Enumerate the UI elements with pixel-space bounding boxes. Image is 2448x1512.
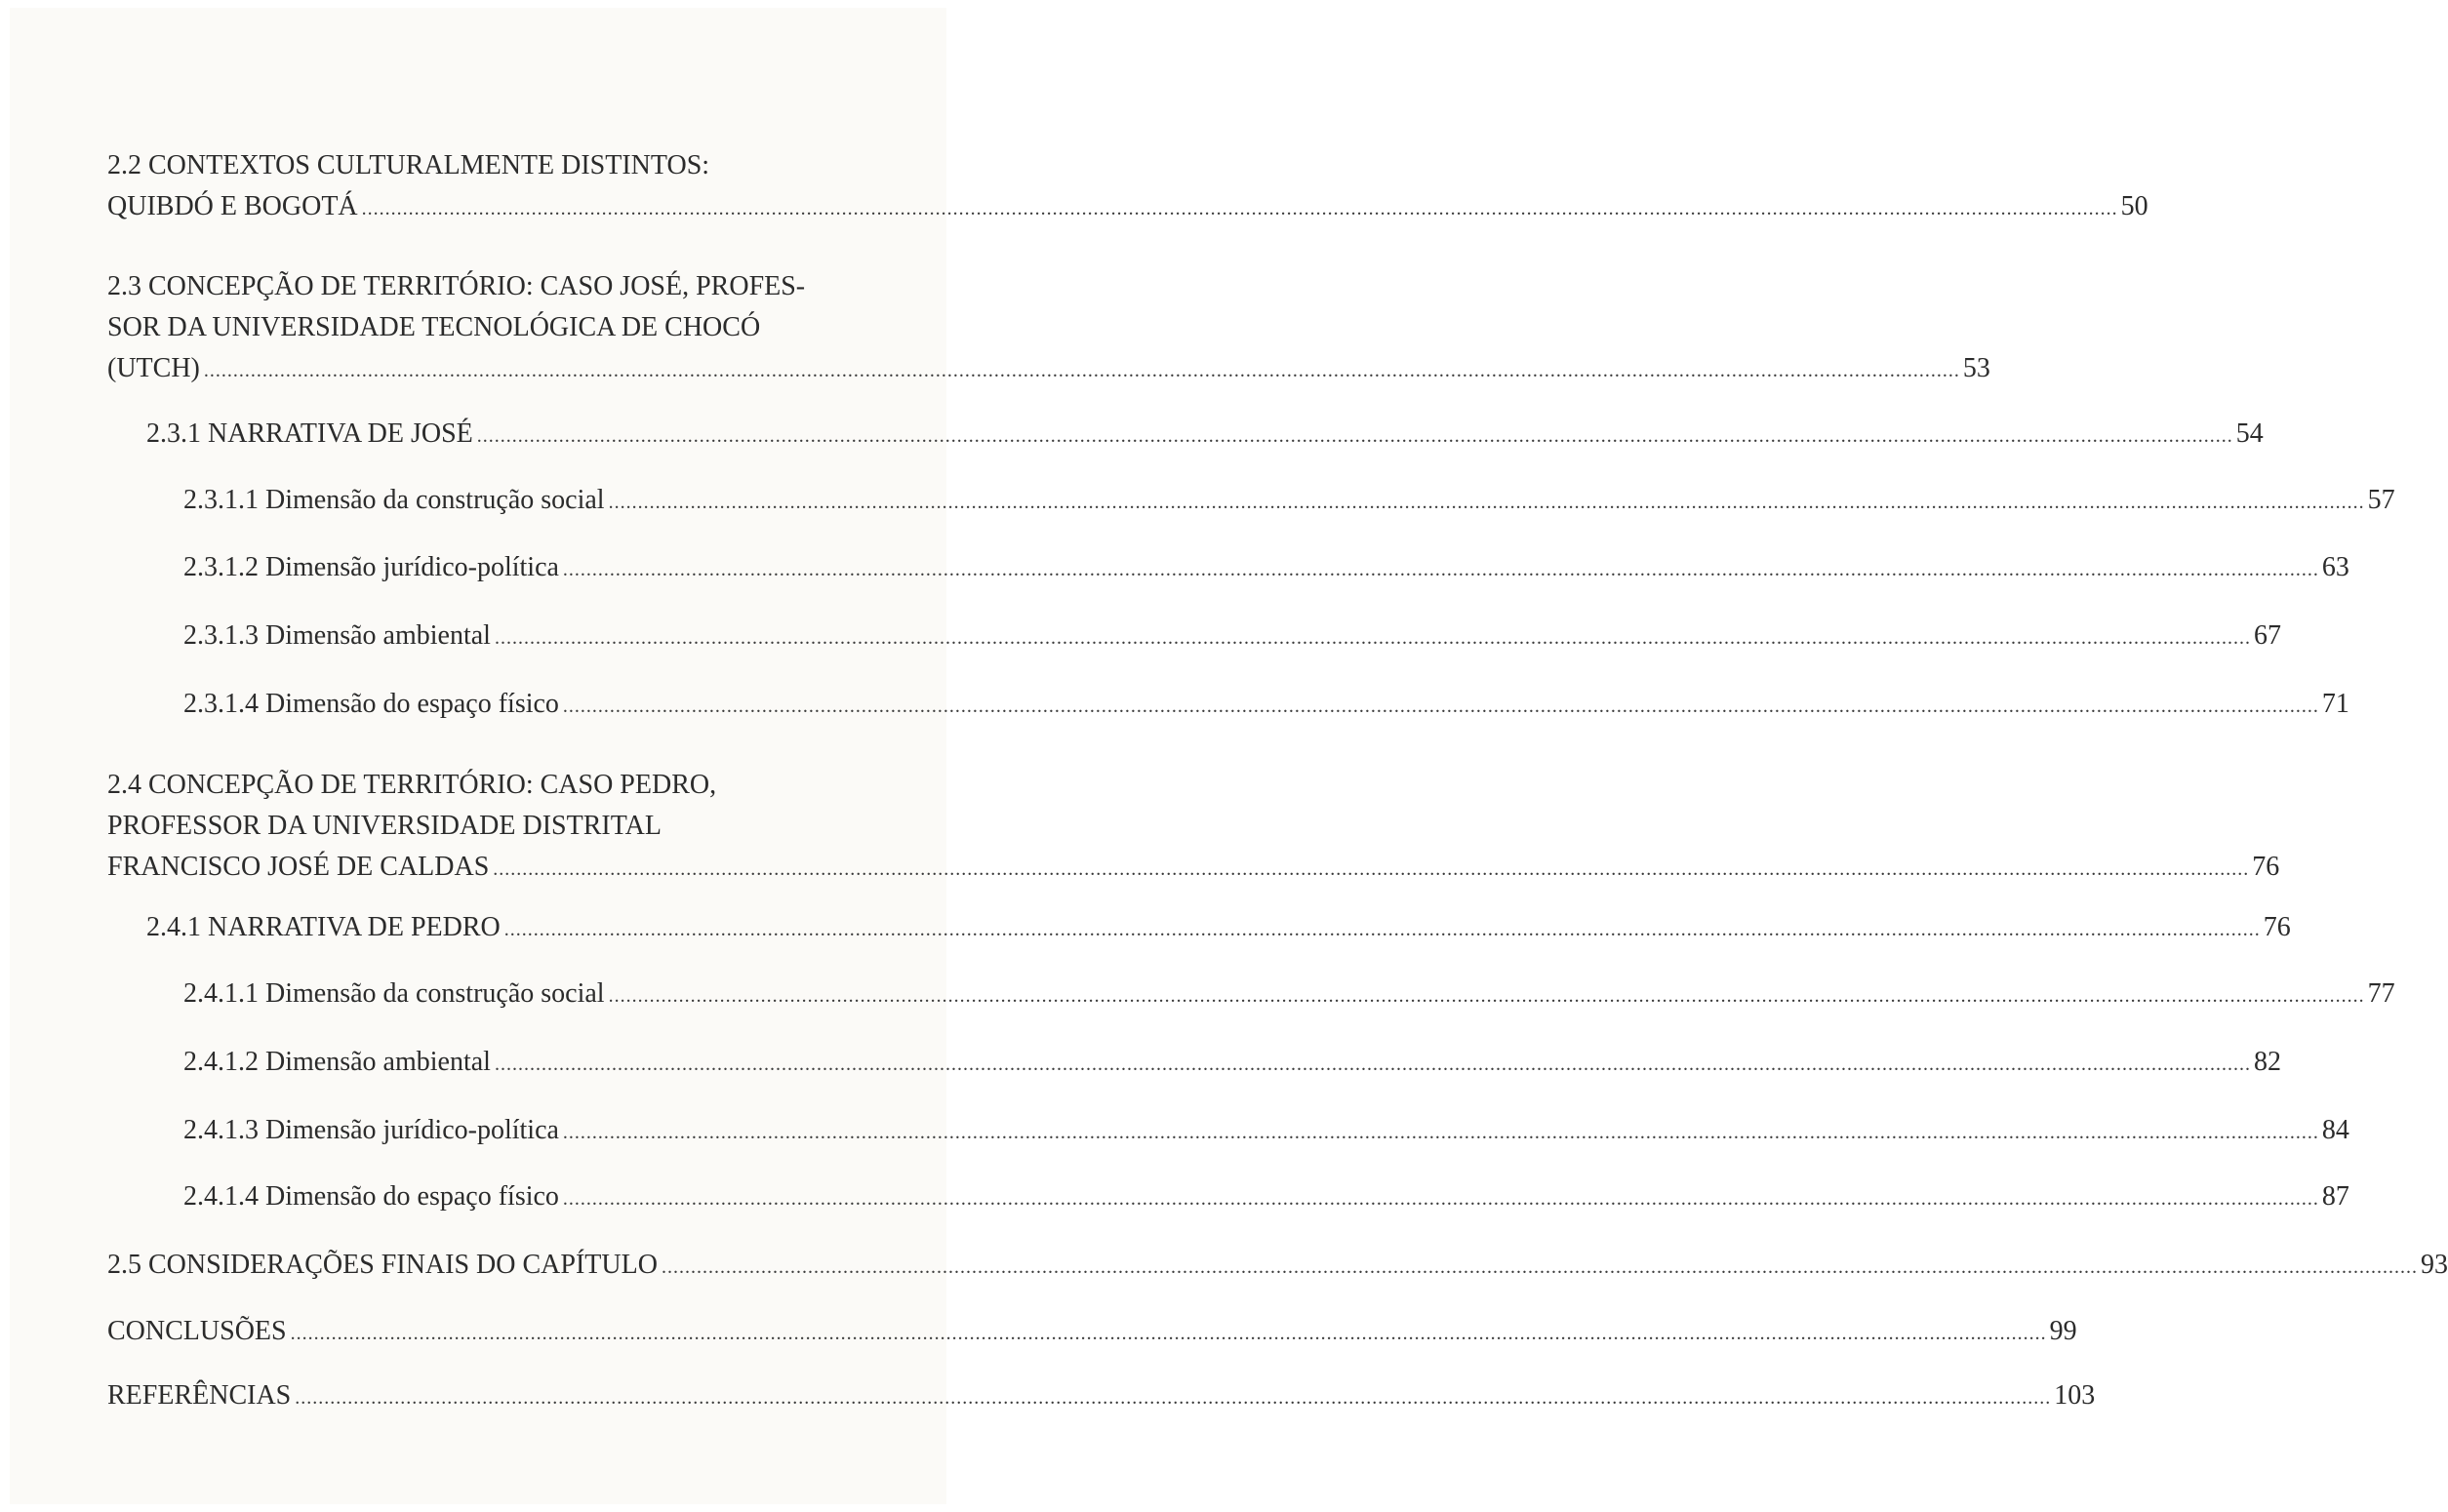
toc-entry-text: QUIBDÓ E BOGOTÁ [107, 191, 358, 221]
dot-leader: ............................................................................................................................................................................................................................................................................................................ [494, 1054, 2251, 1075]
toc-entry-text: 2.4.1.2 Dimensão ambiental [183, 1047, 491, 1077]
toc-page-number: 87 [2321, 1181, 2349, 1212]
dot-leader: ............................................................................................................................................................................................................................................................................................................ [661, 1256, 2418, 1278]
toc-page-number: 71 [2321, 689, 2349, 719]
toc-entry-text: 2.4.1.1 Dimensão da construção social [183, 978, 605, 1009]
dot-leader: ............................................................................................................................................................................................................................................................................................................ [361, 198, 2118, 219]
dot-leader: ............................................................................................................................................................................................................................................................................................................ [503, 919, 2261, 940]
toc-entry-2-4-1-1[interactable] [183, 974, 2395, 1016]
toc-page-number: 57 [2367, 485, 2395, 515]
toc-entry-text: 2.3.1.3 Dimensão ambiental [183, 620, 491, 651]
toc-entry-text: 2.4 CONCEPÇÃO DE TERRITÓRIO: CASO PEDRO, [107, 770, 717, 800]
toc-page-number: 76 [2252, 852, 2280, 882]
toc-page-number: 76 [2263, 912, 2291, 942]
toc-page-number: 99 [2049, 1316, 2077, 1346]
toc-entry-2-3-1[interactable] [146, 414, 2264, 457]
toc-entry-text: REFERÊNCIAS [107, 1380, 292, 1411]
toc-entry-text: 2.4.1.3 Dimensão jurídico-política [183, 1115, 559, 1145]
dot-leader: ............................................................................................................................................................................................................................................................................................................ [290, 1323, 2047, 1344]
toc-entry-2-3-1-3[interactable] [183, 616, 2281, 658]
toc-entry-text: FRANCISCO JOSÉ DE CALDAS [107, 852, 490, 882]
dot-leader: ............................................................................................................................................................................................................................................................................................................ [562, 559, 2319, 580]
dot-leader: ............................................................................................................................................................................................................................................................................................................ [562, 1122, 2319, 1143]
toc-page-number: 54 [2235, 418, 2264, 449]
toc-page-number: 77 [2367, 978, 2395, 1009]
toc-entry-text: 2.3.1.2 Dimensão jurídico-política [183, 552, 559, 582]
toc-page-number: 63 [2321, 552, 2349, 582]
toc-entry-text: 2.3 CONCEPÇÃO DE TERRITÓRIO: CASO JOSÉ, PROFES- [107, 271, 806, 301]
toc-entry-2-3-1-1[interactable] [183, 480, 2395, 523]
toc-entry-2-3-1-4[interactable] [183, 684, 2349, 727]
toc-entry-2-4-1-2[interactable] [183, 1042, 2281, 1085]
dot-leader: ............................................................................................................................................................................................................................................................................................................ [295, 1387, 2052, 1409]
toc-entry-2-4-1-3[interactable] [183, 1110, 2349, 1153]
dot-leader: ............................................................................................................................................................................................................................................................................................................ [562, 1188, 2319, 1210]
toc-page-number: 50 [2120, 191, 2148, 221]
toc-entry-2-3-1-2[interactable] [183, 547, 2349, 590]
toc-entry-text: PROFESSOR DA UNIVERSIDADE DISTRITAL [107, 811, 662, 841]
toc-entry-text: SOR DA UNIVERSIDADE TECNOLÓGICA DE CHOCÓ [107, 312, 761, 342]
dot-leader: ............................................................................................................................................................................................................................................................................................................ [203, 360, 1960, 381]
toc-page-number: 84 [2321, 1115, 2349, 1145]
book-page [10, 8, 2448, 1504]
toc-entry-2-4-1-4[interactable] [183, 1176, 2349, 1219]
toc-entry-2-4-1[interactable] [146, 907, 2291, 950]
dot-leader: ............................................................................................................................................................................................................................................................................................................ [562, 696, 2319, 717]
dot-leader: ............................................................................................................................................................................................................................................................................................................ [493, 858, 2250, 880]
toc-page-number: 93 [2420, 1250, 2448, 1280]
toc-entry-conclusoes[interactable] [107, 1311, 2077, 1354]
toc-page-number: 82 [2253, 1047, 2281, 1077]
toc-page-number: 53 [1962, 353, 1990, 383]
dot-leader: ............................................................................................................................................................................................................................................................................................................ [476, 425, 2233, 447]
dot-leader: ............................................................................................................................................................................................................................................................................................................ [494, 627, 2251, 649]
toc-entry-text: 2.2 CONTEXTOS CULTURALMENTE DISTINTOS: [107, 150, 710, 180]
toc-entry-text: 2.4.1 NARRATIVA DE PEDRO [146, 912, 501, 942]
toc-entry-2-2[interactable] [107, 145, 2148, 229]
toc-entry-text: CONCLUSÕES [107, 1316, 287, 1346]
toc-entry-text: (UTCH) [107, 353, 200, 383]
toc-entry-text: 2.3.1.4 Dimensão do espaço físico [183, 689, 559, 719]
dot-leader: ............................................................................................................................................................................................................................................................................................................ [608, 492, 2365, 513]
table-of-contents [10, 8, 2448, 1504]
toc-entry-text: 2.3.1.1 Dimensão da construção social [183, 485, 605, 515]
toc-entry-2-4[interactable] [107, 765, 2280, 890]
toc-entry-text: 2.5 CONSIDERAÇÕES FINAIS DO CAPÍTULO [107, 1250, 658, 1280]
toc-page-number: 103 [2054, 1380, 2096, 1411]
dot-leader: ............................................................................................................................................................................................................................................................................................................ [608, 985, 2365, 1007]
toc-entry-2-5[interactable] [107, 1245, 2448, 1288]
toc-entry-referencias[interactable] [107, 1375, 2096, 1418]
toc-entry-text: 2.3.1 NARRATIVA DE JOSÉ [146, 418, 473, 449]
toc-page-number: 67 [2253, 620, 2281, 651]
toc-entry-2-3[interactable] [107, 266, 1990, 391]
toc-entry-text: 2.4.1.4 Dimensão do espaço físico [183, 1181, 559, 1212]
